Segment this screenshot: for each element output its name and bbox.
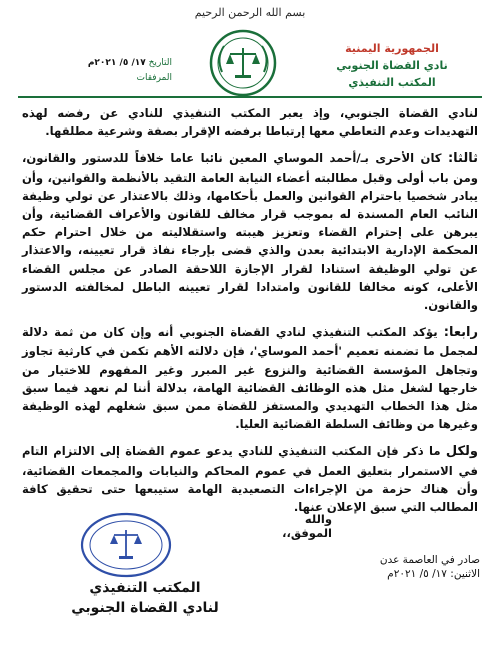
letter-body [22,104,478,525]
issued-place: صادر في العاصمة عدن [379,554,480,566]
date-row [22,56,172,71]
paragraph-5-text: ما ذكر فإن المكتب التنفيذي للنادي يدعو عموم القضاة إلى الالتزام التام في الاستمرار بتعليق العمل في عموم المحاكم والنيابات والمجمعات القضائية، وأن هناك حزمة من الإجراءات التصعيدية الهامة ستيبعها حتى تحقيق كافة المطالب التي سبق الإعلان عنها. [22,444,478,515]
basmala: بسم الله الرحمن الرحيم [194,6,306,19]
header-divider [18,96,482,98]
paragraph-1 [22,104,478,140]
paragraph-1-text: لنادي القضاة الجنوبي، وإذ يعبر المكتب التنفيذي للنادي عن رفضه لهذه التهديدات وعدم التعاطي معها إرتباطا برفضه الإقرار بصفة وشرعية مطلقها. [22,106,478,139]
paragraph-3-lead: ثالثا: [447,151,478,167]
republic-name: الجمهورية اليمنية [345,42,439,55]
signature-line-1: المكتب التنفيذي [89,580,201,596]
office-name: المكتب التنفيذي [348,76,436,89]
paragraph-5-lead: ولكل [445,444,478,460]
official-stamp-icon [80,512,172,578]
signature-block [70,578,220,618]
paragraph-4 [22,323,478,433]
attachments-row [22,71,172,86]
club-name: نادي القضاة الجنوبي [336,59,448,72]
club-logo-icon [208,28,278,98]
letterhead-org [312,40,472,91]
paragraph-3-text: كان الأحرى بـ/أحمد الموساي المعين نائبا عاما خلافاً للدستور والقانون، ومن باب أولى وقبل مطالبته أعضاء النيابة العامة التقيد بالأنظمة والقوانين، وأن يبادر شخصيا باحترام القوانين والعمل بأحكامها، وذلك بالاعتذار عن تولي وظيفة النائب العام المسندة له بموجب قرار مخالف للقانون والأعراف القضائية، وأن يبرهن على إحترام القضاء وتعزيز هيبته واستقلاليته من خلال احترام حكم المحكمة الإدارية الابتدائية بعدن والذي قضى بإرجاء نفاذ قرار تعيينه، والاعتذار عن تولي الوظيفة استنادا لقرار الإجازة اللاحقة الصادر عن مجلس القضاء الأعلى، كونه مخالفا للقانون وامتدادا لقرار تعيينه الباطل لمخالفته الدستور والقانون. [22,151,478,313]
paragraph-5 [22,442,478,516]
issued-date: الاثنين: ١٧/ ٥/ ٢٠٢١م [387,568,480,580]
attachments-label: المرفقات [136,73,172,83]
paragraph-4-lead: رابعا: [443,325,478,341]
paragraph-3 [22,149,478,314]
letter-meta [22,56,172,86]
issued-block [330,553,480,581]
paragraph-4-text: يؤكد المكتب التنفيذي لنادي القضاة الجنوبي أنه وإن كان من ثمة دلالة لمجمل ما تضمنه تعميم 'أحمد الموساي'، فإن دلالته الأهم تكمن في كارثية تجاوز وتجاهل المؤسسة القضائية والنزوع غير المبرر وغير المفهوم للاختيار من خارجها لشغل مثل هذه الوظائف القضائية الهامة، بدلالة أننا لم نعهد فيما سبق مثل هذا الخطاب التهديدي والمستفز للقضاة ممن سبق شغلهم لهذه الوظيفة وغيرها من وظائف السلطة القضائية العليا. [22,325,478,432]
date-label: التاريخ [148,58,172,68]
signature-line-2: لنادي القضاة الجنوبي [71,600,219,616]
closing-phrase: والله الموفق،، [282,512,332,540]
date-value: ١٧/ ٥/ ٢٠٢١م [87,58,146,68]
